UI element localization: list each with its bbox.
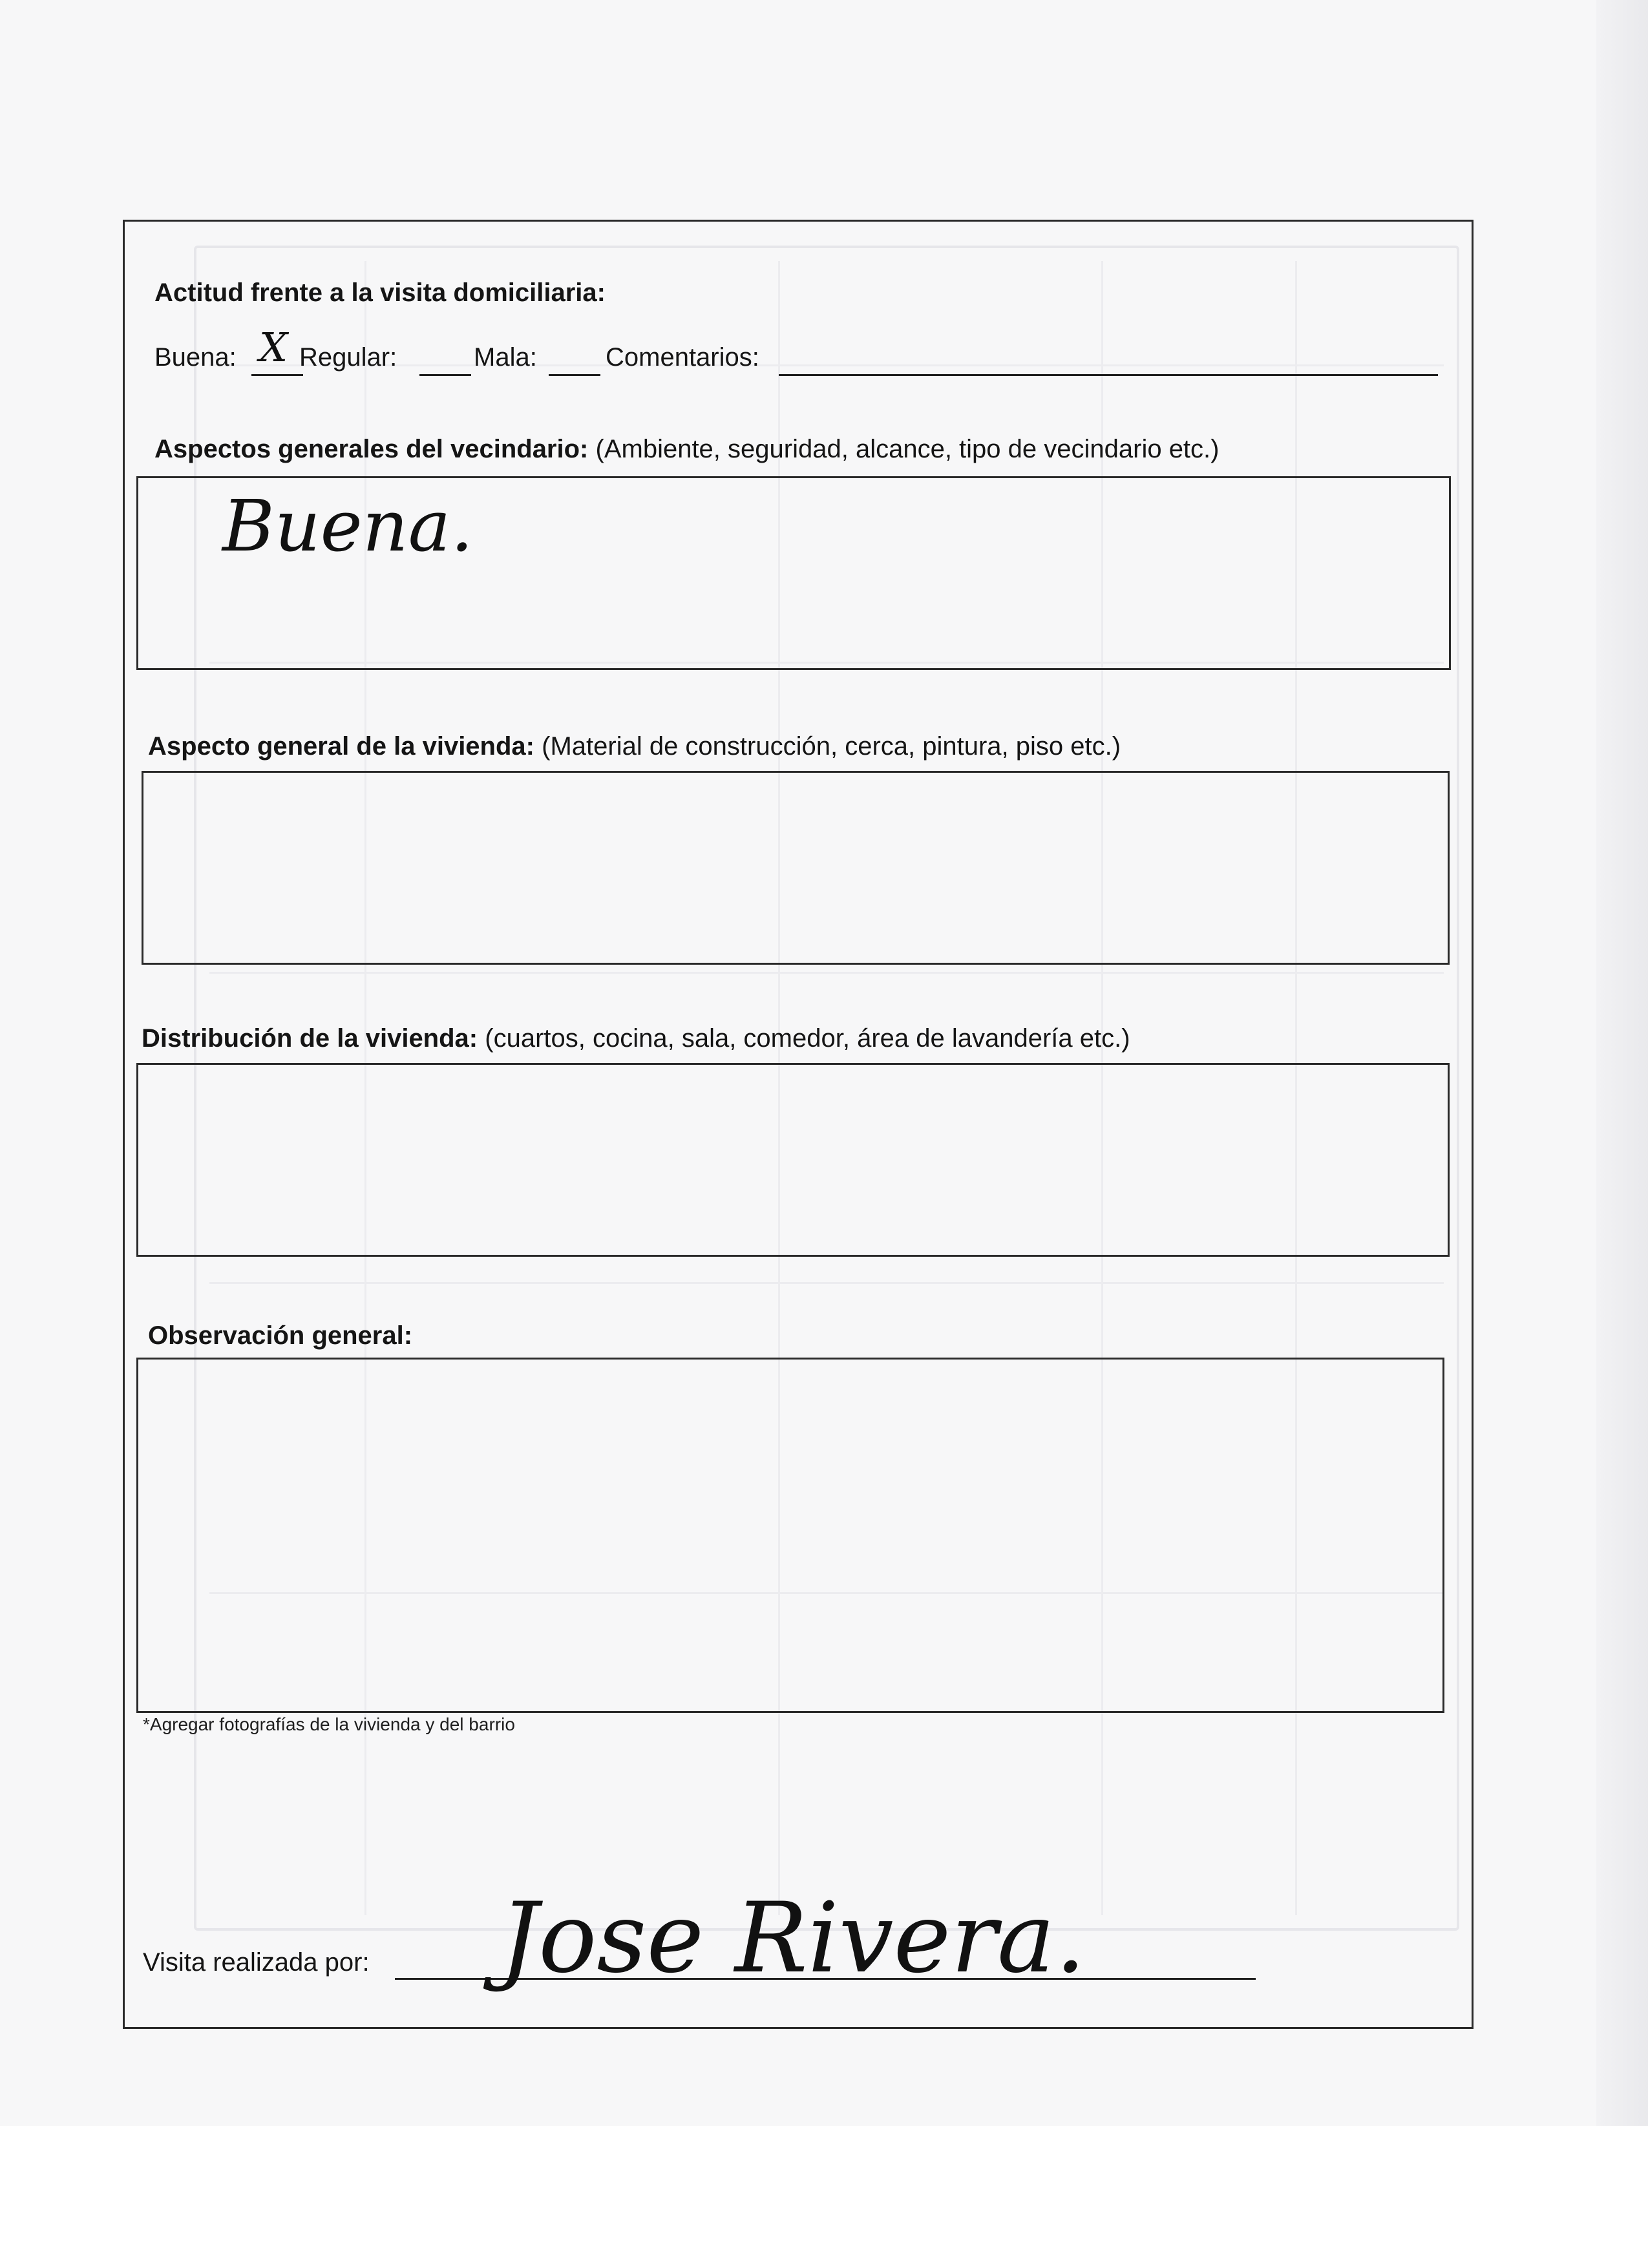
housing-aspect-heading: Aspecto general de la vivienda: (Material de construcción, cerca, pintura, piso etc.): [148, 732, 1121, 761]
neighborhood-heading: Aspectos generales del vecindario: (Ambiente, seguridad, alcance, tipo de vecindario etc.): [154, 435, 1220, 463]
housing-distribution-heading: Distribución de la vivienda: (cuartos, cocina, sala, comedor, área de lavandería etc.): [142, 1024, 1130, 1053]
housing-aspect-box[interactable]: [142, 771, 1450, 965]
neighborhood-value: Buena.: [222, 485, 474, 567]
visit-label: Visita realizada por:: [143, 1948, 370, 1977]
good-label: Buena:: [154, 343, 237, 372]
housing-distribution-box[interactable]: [136, 1063, 1450, 1257]
photo-note: *Agregar fotografías de la vivienda y del barrio: [143, 1714, 515, 1734]
neighborhood-hint: (Ambiente, seguridad, alcance, tipo de vecindario etc.): [595, 435, 1220, 463]
home-visit-form: [123, 220, 1474, 2029]
scan-edge-shadow: [1596, 0, 1648, 2126]
good-blank[interactable]: [251, 374, 303, 376]
good-mark: X: [259, 324, 288, 371]
neighborhood-box[interactable]: [136, 476, 1451, 670]
housing-aspect-hint: (Material de construcción, cerca, pintura, piso etc.): [542, 732, 1121, 761]
regular-blank[interactable]: [419, 374, 471, 376]
observation-box[interactable]: [136, 1358, 1444, 1713]
visit-signature: Jose Rivera.: [500, 1882, 1086, 1995]
bad-blank[interactable]: [549, 374, 600, 376]
comments-label: Comentarios:: [606, 343, 759, 372]
regular-label: Regular:: [299, 343, 397, 372]
housing-distribution-hint: (cuartos, cocina, sala, comedor, área de lavandería etc.): [485, 1024, 1130, 1053]
attitude-heading: Actitud frente a la visita domiciliaria:: [154, 278, 606, 307]
observation-heading: Observación general:: [148, 1321, 413, 1350]
comments-line[interactable]: [779, 374, 1438, 376]
bad-label: Mala:: [474, 343, 537, 372]
